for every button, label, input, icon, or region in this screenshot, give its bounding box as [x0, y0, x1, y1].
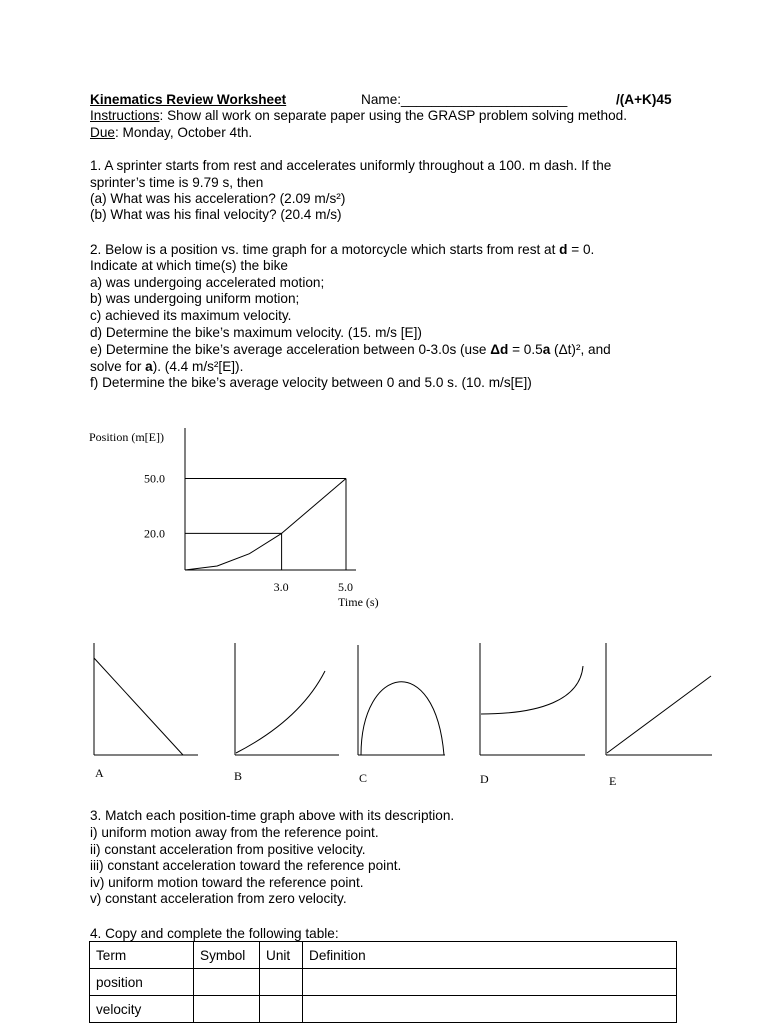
graph-c-label: C	[359, 771, 368, 785]
line-uniform	[282, 479, 346, 534]
graph-c	[358, 645, 445, 755]
q2-e-text: e) Determine the bike’s average acceleration between 0-3.0s (use	[90, 342, 491, 357]
header-unit: Unit	[260, 942, 303, 969]
name-label: Name:	[361, 92, 402, 107]
q2-part-c: c) achieved its maximum velocity.	[90, 308, 292, 323]
cell-term: position	[90, 969, 194, 996]
graph-d-curve	[481, 666, 583, 714]
table-row	[90, 996, 677, 1023]
due-label: Due	[90, 125, 115, 140]
score-label: /(A+K)45	[616, 92, 672, 107]
due-line	[90, 125, 252, 141]
x-tick-label: 3.0	[273, 580, 289, 594]
header-symbol: Symbol	[194, 942, 260, 969]
table-row	[90, 969, 677, 996]
q2-e-delta-d: Δd	[490, 342, 509, 357]
terms-table	[89, 941, 677, 1023]
y-tick-label: 50.0	[144, 471, 165, 486]
q2-e2-a: a	[145, 359, 153, 374]
q2-part-a: a) was undergoing accelerated motion;	[90, 275, 325, 290]
q3-item-ii: ii) constant acceleration from positive velocity.	[90, 842, 366, 857]
graph-b-curve	[236, 671, 325, 753]
q2-line1-text: 2. Below is a position vs. time graph for a motorcycle which starts from rest at	[90, 242, 560, 257]
header-term: Term	[90, 942, 194, 969]
graph-d	[480, 643, 585, 755]
table-header-row	[90, 942, 677, 969]
cell-unit[interactable]	[260, 969, 303, 996]
header-definition: Definition	[303, 942, 677, 969]
q4-intro: 4. Copy and complete the following table:	[90, 926, 339, 941]
q2-line2: Indicate at which time(s) the bike	[90, 258, 288, 273]
q3-item-v: v) constant acceleration from zero velocity.	[90, 891, 347, 906]
worksheet-title: Kinematics Review Worksheet	[90, 92, 287, 107]
q2-e-a: a	[542, 342, 551, 357]
cell-symbol[interactable]	[194, 996, 260, 1023]
q1-line2: sprinter’s time is 9.79 s, then	[90, 175, 264, 190]
cell-definition[interactable]	[303, 969, 677, 996]
q2-part-e-cont	[90, 359, 243, 375]
cell-definition[interactable]	[303, 996, 677, 1023]
q2-part-b: b) was undergoing uniform motion;	[90, 291, 300, 306]
q3-item-iii: iii) constant acceleration toward the reference point.	[90, 858, 402, 873]
q2-line1	[90, 242, 594, 258]
q1-part-a: (a) What was his acceleration? (2.09 m/s²)	[90, 191, 346, 206]
x-tick-label: 5.0	[338, 580, 353, 594]
cell-term: velocity	[90, 996, 194, 1023]
q2-part-f: f) Determine the bike’s average velocity between 0 and 5.0 s. (10. m/s[E])	[90, 375, 532, 390]
graph-a-label: A	[95, 766, 104, 780]
instructions-text: : Show all work on separate paper using the GRASP problem solving method.	[159, 108, 627, 123]
graph-d-label: D	[480, 772, 489, 786]
graph-e	[606, 643, 712, 755]
x-axis-label: Time (s)	[338, 595, 379, 609]
graph-b	[235, 643, 339, 755]
instructions-label: Instructions	[90, 108, 160, 123]
q1-part-b: (b) What was his final velocity? (20.4 m/s)	[90, 207, 342, 222]
name-field	[361, 92, 567, 108]
q2-e2-end: ). (4.4 m/s²[E]).	[152, 359, 244, 374]
instructions-line	[90, 108, 627, 124]
graph-b-label: B	[234, 769, 243, 783]
name-blank: ______________________	[401, 92, 568, 107]
graph-a	[94, 643, 198, 755]
cell-symbol[interactable]	[194, 969, 260, 996]
graph-e-label: E	[609, 774, 617, 788]
q2-part-e	[90, 342, 611, 358]
q3-item-iv: iv) uniform motion toward the reference point.	[90, 875, 364, 890]
q2-e2-text: solve for	[90, 359, 146, 374]
y-axis-label: Position (m[E])	[89, 430, 164, 444]
cell-unit[interactable]	[260, 996, 303, 1023]
q2-e-end: (Δt)², and	[550, 342, 611, 357]
graph-c-curve	[361, 682, 444, 755]
due-text: : Monday, October 4th.	[114, 125, 253, 140]
y-tick-label: 20.0	[144, 526, 165, 541]
q3-intro: 3. Match each position-time graph above with its description.	[90, 808, 455, 823]
q3-item-i: i) uniform motion away from the reference point.	[90, 825, 379, 840]
graph-e-curve	[607, 676, 711, 753]
q2-e-mid: = 0.5	[508, 342, 543, 357]
q2-line1-bold: d	[559, 242, 568, 257]
q2-line1-end: = 0.	[567, 242, 595, 257]
q1-line1: 1. A sprinter starts from rest and accelerates uniformly throughout a 100. m dash. If the	[90, 158, 612, 173]
q2-part-d: d) Determine the bike’s maximum velocity. (15. m/s [E])	[90, 325, 422, 340]
graph-a-curve	[94, 658, 183, 755]
curve-accelerating	[185, 533, 282, 570]
